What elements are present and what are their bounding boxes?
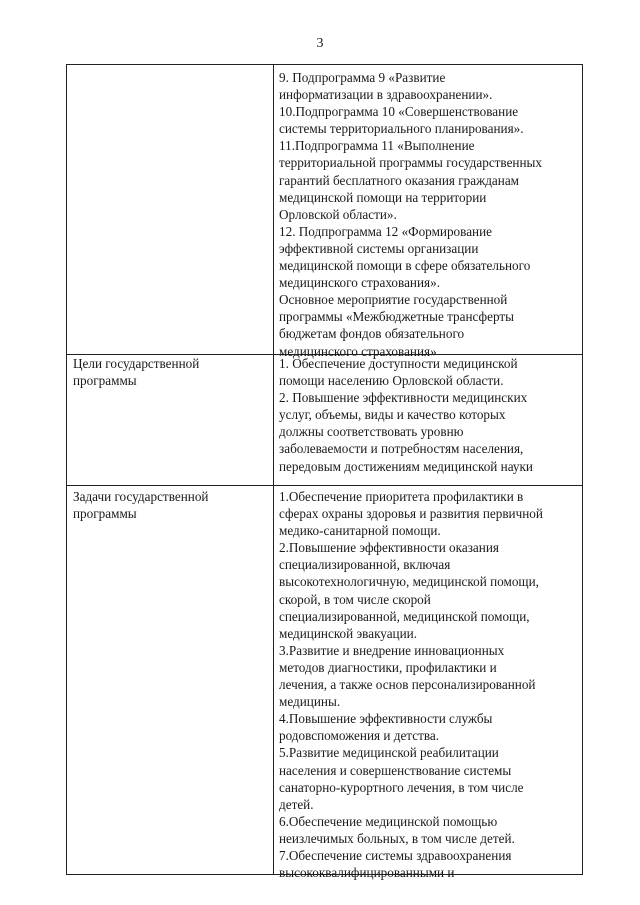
tasks-content-cell [279, 488, 581, 881]
text-line: методов диагностики, профилактики и [279, 659, 497, 675]
text-line: сферах охраны здоровья и развития первичной [279, 506, 543, 522]
text-line: заболеваемости и потребностям населения, [279, 441, 524, 457]
text-line: неизлечимых больных, в том числе детей. [279, 830, 515, 846]
text-line: 6.Обеспечение медицинской помощью [279, 813, 498, 829]
text-line: высококвалифицированными и [279, 865, 455, 881]
text-line: 5.Развитие медицинской реабилитации [279, 745, 499, 761]
text-line: санаторно-курортного лечения, в том числе [279, 779, 524, 795]
text-line: 9. Подпрограмма 9 «Развитие [279, 70, 446, 85]
text-line: Основное мероприятие государственной [279, 292, 508, 308]
text-line: 1. Обеспечение доступности медицинской [279, 356, 518, 371]
subprograms-cell [279, 69, 581, 360]
text-line: программы [73, 506, 137, 522]
text-line: должны соответствовать уровню [279, 424, 464, 440]
tasks-label-cell [73, 488, 269, 522]
goals-content-cell [279, 355, 581, 475]
text-line: услуг, объемы, виды и качество которых [279, 407, 506, 423]
text-line: системы территориального планирования». [279, 121, 524, 137]
text-line: специализированной, медицинской помощи, [279, 608, 530, 624]
row-divider [67, 485, 582, 486]
text-line: бюджетам фондов обязательного [279, 326, 465, 342]
text-line: помощи населению Орловской области. [279, 373, 504, 389]
goals-label-cell [73, 355, 269, 389]
text-line: передовым достижениям медицинской науки [279, 458, 533, 474]
text-line: высокотехнологичную, медицинской помощи, [279, 574, 539, 590]
text-line: медицинского страхования» [279, 343, 437, 359]
text-line: родовспоможения и детства. [279, 728, 440, 744]
text-line: медицины. [279, 694, 341, 710]
text-line: медицинской эвакуации. [279, 625, 418, 641]
text-line: медико-санитарной помощи. [279, 523, 441, 539]
text-line: скорой, в том числе скорой [279, 591, 431, 607]
text-line: эффективной системы организации [279, 240, 479, 256]
program-passport-table [66, 64, 583, 881]
text-line: 3.Развитие и внедрение инновационных [279, 642, 505, 658]
text-line: 1.Обеспечение приоритета профилактики в [279, 489, 524, 504]
text-line: 4.Повышение эффективности службы [279, 711, 493, 727]
text-line: детей. [279, 796, 314, 812]
text-line: 11.Подпрограмма 11 «Выполнение [279, 138, 475, 154]
text-line: медицинской помощи на территории [279, 189, 487, 205]
text-line: специализированной, включая [279, 557, 451, 573]
text-line: медицинской помощи в сфере обязательного [279, 258, 531, 274]
text-line: Орловской области». [279, 206, 397, 222]
text-line: 10.Подпрограмма 10 «Совершенствование [279, 104, 519, 120]
page-number: 3 [316, 36, 324, 51]
text-line: 7.Обеспечение системы здравоохранения [279, 847, 512, 863]
text-line: 2. Повышение эффективности медицинских [279, 390, 528, 406]
text-line: 12. Подпрограмма 12 «Формирование [279, 223, 493, 239]
text-line: гарантий бесплатного оказания гражданам [279, 172, 520, 188]
text-line: информатизации в здравоохранении». [279, 87, 493, 103]
text-line: программы [73, 373, 137, 389]
text-line: территориальной программы государственных [279, 155, 543, 171]
column-divider [273, 65, 274, 874]
text-line: Цели государственной [73, 356, 200, 371]
text-line: 2.Повышение эффективности оказания [279, 540, 499, 556]
text-line: медицинского страхования». [279, 275, 441, 291]
text-line: лечения, а также основ персонализированной [279, 677, 536, 693]
text-line: Задачи государственной [73, 489, 209, 504]
text-line: программы «Межбюджетные трансферты [279, 309, 514, 325]
text-line: населения и совершенствование системы [279, 762, 512, 778]
